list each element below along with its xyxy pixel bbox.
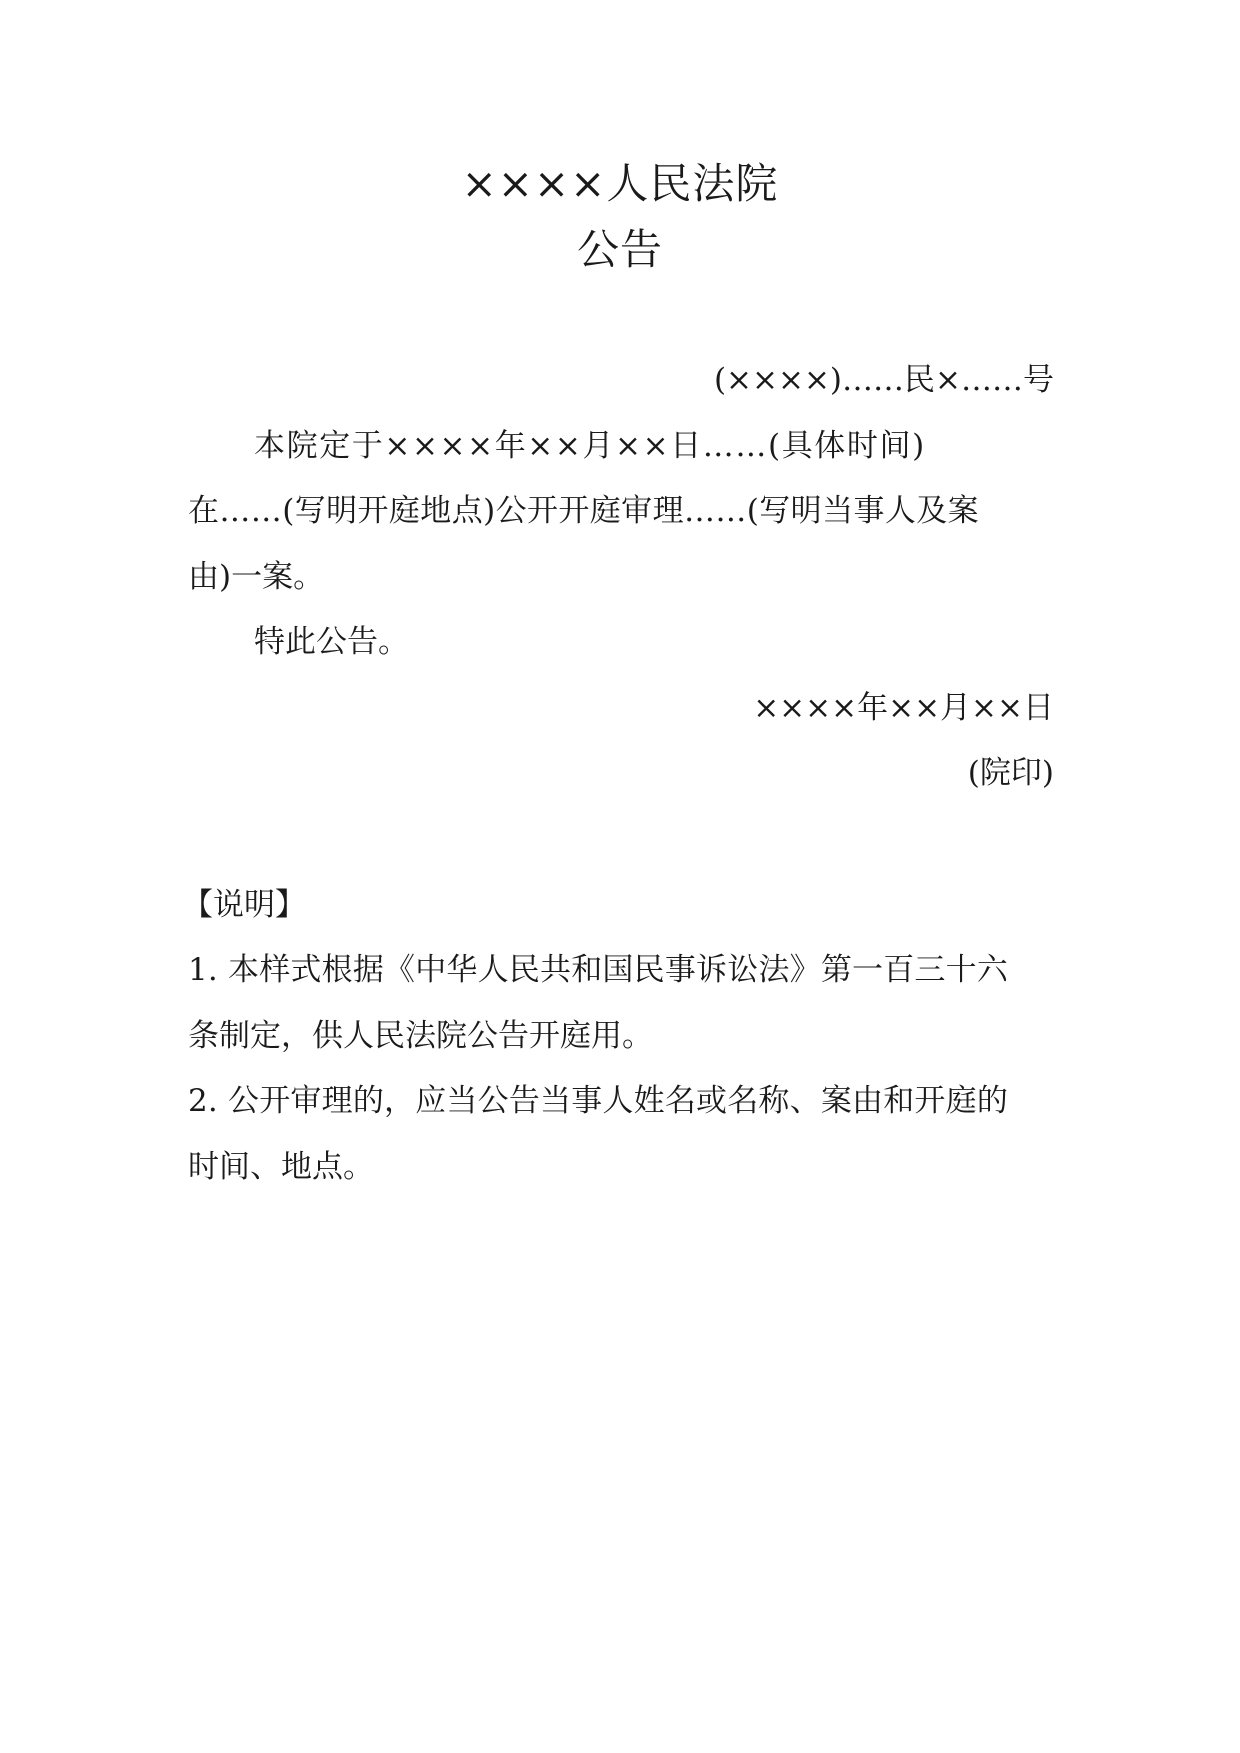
case-number: (××××)……民×……号	[713, 362, 1054, 398]
body-line-2: 在……(写明开庭地点)公开开庭审理……(写明当事人及案	[188, 493, 980, 529]
note-item-1-line-2: 条制定，供人民法院公告开庭用。	[188, 1018, 653, 1054]
signature-date: ××××年××月××日	[753, 690, 1054, 726]
body-line-3: 由)一案。	[188, 559, 325, 595]
court-title: ××××人民法院	[461, 159, 779, 208]
note-item-2-line-1: 2. 公开审理的，应当公告当事人姓名或名称、案由和开庭的	[188, 1083, 1009, 1119]
notes-heading: 【说明】	[182, 887, 306, 923]
court-seal: (院印)	[967, 755, 1054, 791]
body-line-1: 本院定于××××年××月××日……(具体时间)	[254, 428, 926, 464]
closing-statement: 特此公告。	[254, 624, 409, 660]
note-item-1-line-1: 1. 本样式根据《中华人民共和国民事诉讼法》第一百三十六	[188, 952, 1009, 988]
note-item-2-line-2: 时间、地点。	[188, 1149, 374, 1185]
document-type-title: 公告	[576, 225, 663, 274]
